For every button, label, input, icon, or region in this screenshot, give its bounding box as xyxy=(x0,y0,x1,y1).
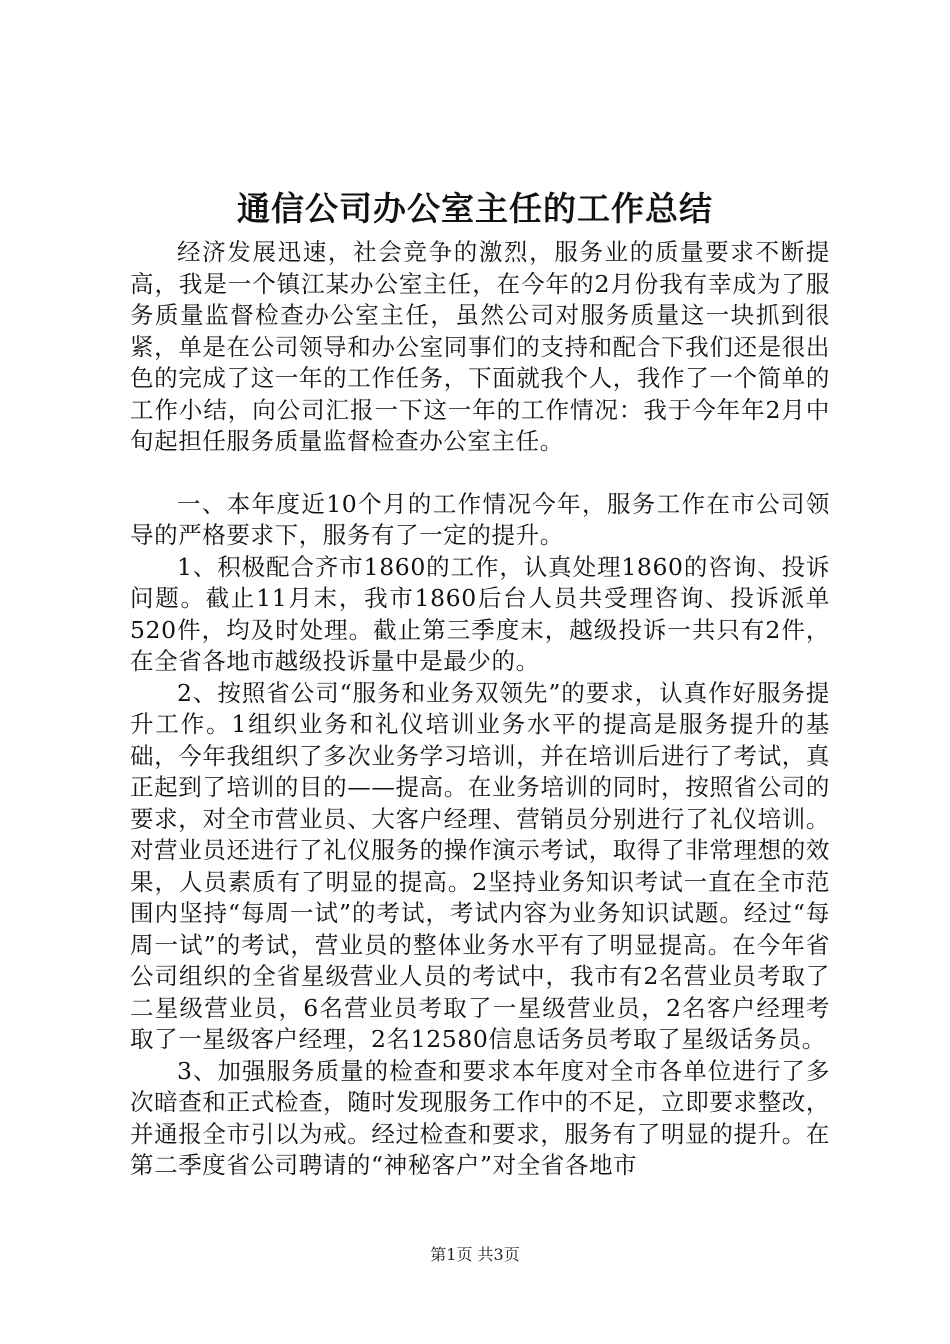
paragraph-item-1: 1、积极配合齐市1860的工作，认真处理1860的咨询、投诉问题。截止11月末，我市1860后台人员共受理咨询、投诉派单520件，均及时处理。截止第三季度末，越级投诉一共只有2件，在全省各地市越级投诉量中是最少的。 xyxy=(130,552,830,675)
paragraph-item-2: 2、按照省公司“服务和业务双领先”的要求，认真作好服务提升工作。1组织业务和礼仪培训业务水平的提高是服务提升的基础，今年我组织了多次业务学习培训，并在培训后进行了考试，真正起到了培训的目的——提高。在业务培训的同时，按照省公司的要求，对全市营业员、大客户经理、营销员分别进行了礼仪培训。对营业员还进行了礼仪服务的操作演示考试，取得了非常理想的效果，人员素质有了明显的提高。2坚持业务知识考试一直在全市范围内坚持“每周一试”的考试，考试内容为业务知识试题。经过“每周一试”的考试，营业员的整体业务水平有了明显提高。在今年省公司组织的全省星级营业人员的考试中，我市有2名营业员考取了二星级营业员，6名营业员考取了一星级营业员，2名客户经理考取了一星级客户经理，2名12580信息话务员考取了星级话务员。 xyxy=(130,678,830,1053)
paragraph-section-1-heading: 一、本年度近10个月的工作情况今年，服务工作在市公司领导的严格要求下，服务有了一定的提升。 xyxy=(130,489,830,549)
paragraph-item-3: 3、加强服务质量的检查和要求本年度对全市各单位进行了多次暗查和正式检查，随时发现服务工作中的不足，立即要求整改，并通报全市引以为戒。经过检查和要求，服务有了明显的提升。在第二季度省公司聘请的“神秘客户”对全省各地市 xyxy=(130,1056,830,1179)
paragraph-intro: 经济发展迅速，社会竞争的激烈，服务业的质量要求不断提高，我是一个镇江某办公室主任，在今年的2月份我有幸成为了服务质量监督检查办公室主任，虽然公司对服务质量这一块抓到很紧，单是在公司领导和办公室同事们的支持和配合下我们还是很出色的完成了这一年的工作任务，下面就我个人，我作了一个简单的工作小结，向公司汇报一下这一年的工作情况：我于今年年2月中旬起担任服务质量监督检查办公室主任。 xyxy=(130,238,830,455)
document-body xyxy=(130,237,830,1182)
page-number-footer: 第1页 共3页 xyxy=(430,1245,520,1264)
document-title: 通信公司办公室主任的工作总结 xyxy=(237,189,713,228)
